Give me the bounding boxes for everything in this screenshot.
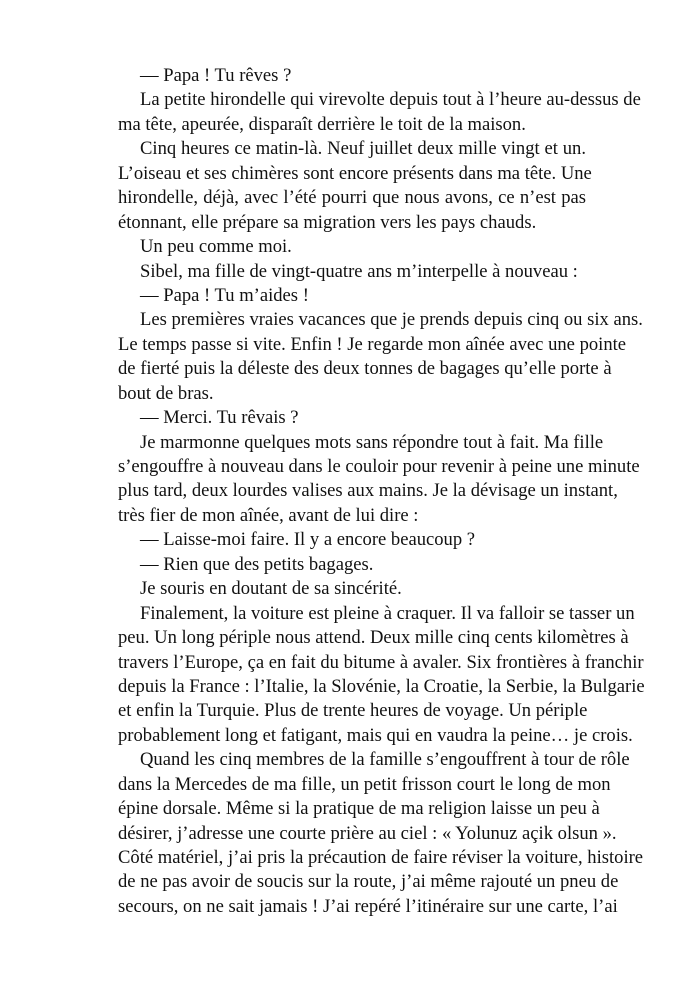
- paragraph: [118, 88, 641, 137]
- paragraph: [118, 260, 586, 284]
- text-line: — Laisse-moi faire. Il y a encore beaucoup ?: [140, 529, 476, 551]
- paragraph: [118, 308, 643, 406]
- paragraph: [118, 284, 586, 308]
- text-line: et enfin la Turquie. Plus de trente heures de voyage. Un périple: [118, 700, 588, 722]
- text-line: depuis la France : l’Italie, la Slovénie, la Croatie, la Serbie, la Bulgarie: [118, 675, 645, 697]
- text-line: plus tard, deux lourdes valises aux mains. Je la dévisage un instant,: [118, 480, 618, 502]
- text-line: Un peu comme moi.: [140, 236, 292, 258]
- paragraph: [118, 137, 592, 235]
- text-line: hirondelle, déjà, avec l’été pourri que nous avons, ce n’est pas: [118, 187, 586, 209]
- text-line: de fierté puis la déleste des deux tonnes de bagages qu’elle porte à: [118, 358, 612, 380]
- paragraph: [118, 235, 586, 259]
- text-line: peu. Un long périple nous attend. Deux mille cinq cents kilomètres à: [118, 627, 629, 649]
- text-line: — Merci. Tu rêvais ?: [140, 407, 299, 429]
- paragraph: [118, 602, 645, 749]
- text-line: — Papa ! Tu rêves ?: [140, 65, 292, 86]
- text-line: Cinq heures ce matin-là. Neuf juillet deux mille vingt et un.: [140, 138, 586, 160]
- text-line: de ne pas avoir de soucis sur la route, j’ai même rajouté un pneu de: [118, 871, 619, 893]
- text-line: Finalement, la voiture est pleine à craquer. Il va falloir se tasser un: [140, 602, 635, 624]
- text-line: Côté matériel, j’ai pris la précaution de faire réviser la voiture, histoire: [118, 847, 644, 868]
- text-line: — Papa ! Tu m’aides !: [140, 284, 309, 306]
- paragraph: [118, 528, 586, 552]
- text-line: Je marmonne quelques mots sans répondre tout à fait. Ma fille: [140, 431, 604, 453]
- text-line: — Rien que des petits bagages.: [140, 553, 374, 575]
- text-line: probablement long et fatigant, mais qui en vaudra la peine… je crois.: [118, 724, 633, 746]
- paragraph: [118, 577, 586, 601]
- text-line: Quand les cinq membres de la famille s’engouffrent à tour de rôle: [140, 749, 630, 771]
- text-line: La petite hirondelle qui virevolte depuis tout à l’heure au-dessus de: [140, 89, 641, 111]
- text-line: désirer, j’adresse une courte prière au ciel : « Yolunuz açik olsun ».: [118, 822, 617, 844]
- text-line: très fier de mon aînée, avant de lui dire :: [118, 504, 419, 526]
- paragraph: [118, 64, 586, 88]
- text-line: s’engouffre à nouveau dans le couloir pour revenir à peine une minute: [118, 456, 640, 477]
- paragraph: [118, 431, 640, 529]
- text-line: ma tête, apeurée, disparaît derrière le toit de la maison.: [118, 113, 526, 135]
- text-line: travers l’Europe, ça en fait du bitume à avaler. Six frontières à franchir: [118, 651, 644, 673]
- text-line: bout de bras.: [118, 382, 214, 404]
- text-line: Je souris en doutant de sa sincérité.: [140, 578, 402, 600]
- text-line: L’oiseau et ses chimères sont encore présents dans ma tête. Une: [118, 162, 592, 184]
- text-line: dans la Mercedes de ma fille, un petit frisson court le long de mon: [118, 773, 611, 795]
- text-line: secours, on ne sait jamais ! J’ai repéré l’itinéraire sur une carte, l’ai: [118, 895, 618, 917]
- text-line: Sibel, ma fille de vingt-quatre ans m’interpelle à nouveau :: [140, 260, 578, 282]
- text-line: Les premières vraies vacances que je prends depuis cinq ou six ans.: [140, 309, 643, 331]
- text-line: étonnant, elle prépare sa migration vers les pays chauds.: [118, 211, 537, 233]
- paragraph: [118, 748, 644, 919]
- text-line: épine dorsale. Même si la pratique de ma religion laisse un peu à: [118, 798, 600, 820]
- paragraph: [118, 553, 586, 577]
- text-line: Le temps passe si vite. Enfin ! Je regarde mon aînée avec une pointe: [118, 333, 627, 355]
- paragraph: [118, 406, 586, 430]
- page-text: [118, 64, 645, 919]
